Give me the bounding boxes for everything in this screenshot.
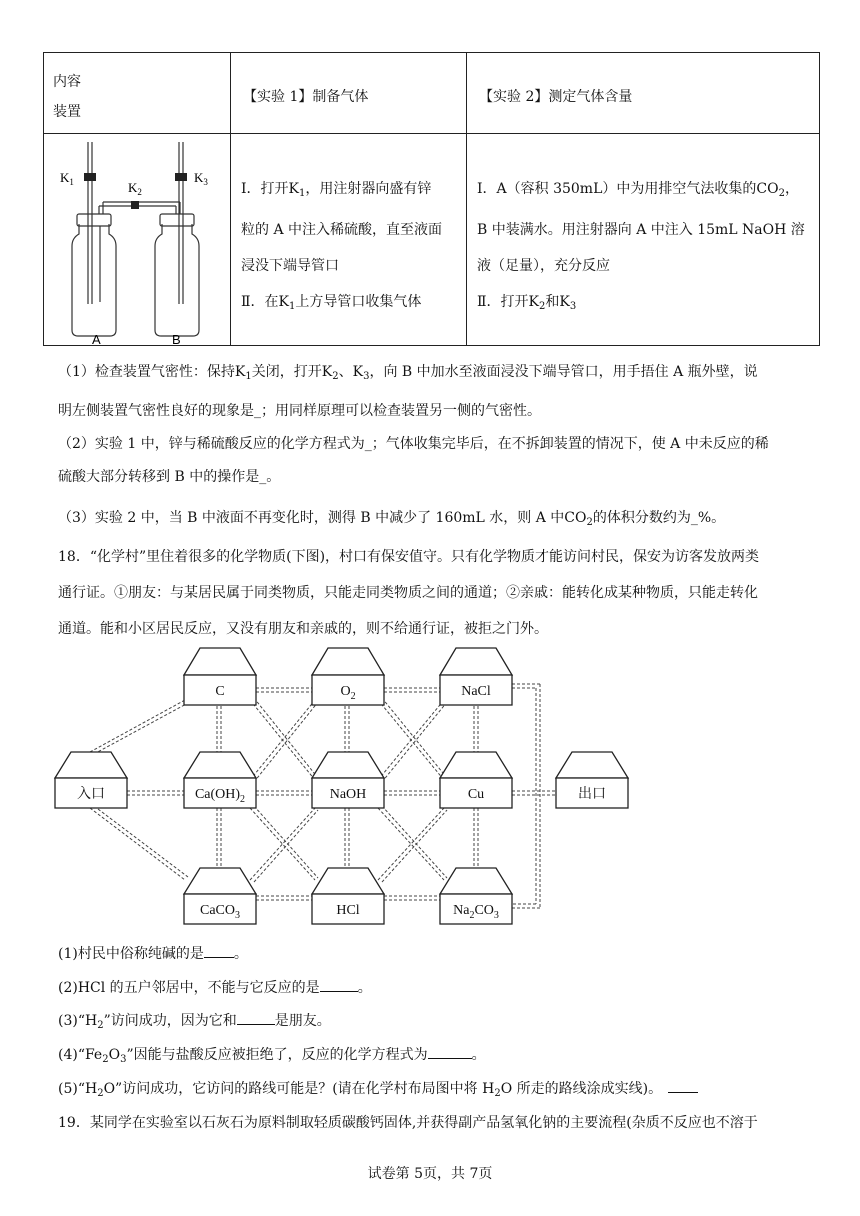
exp2-text-1b: ，	[784, 181, 799, 197]
header-exp1-label: 【实验 1】制备气体	[243, 89, 369, 105]
valve-k2	[131, 201, 139, 209]
q18-s2-text: (2)HCl 的五户邻居中，不能与它反应的是	[58, 980, 320, 996]
header-apparatus-label: 装置	[53, 104, 81, 120]
label-k1: $K_1$	[60, 170, 74, 187]
q18-intro-line1: 18．“化学村”里住着很多的化学物质(下图)，村口有保安值守。只有化学物质才能访问村民，保安为访客发放两类	[58, 549, 760, 565]
q18-sub1	[58, 943, 248, 963]
q18-sub3: $(3)“H_2$”访问成功，因为它和 是朋友。	[58, 1010, 331, 1031]
label-b: B	[172, 332, 181, 345]
experiment-table	[43, 52, 820, 346]
q18-s4d: 。	[471, 1047, 486, 1063]
q17-p3a: （3）实验 2 中，当 B 中液面不再变化时，测得 B 中减少了 160mL 水，则 A 中	[58, 510, 565, 526]
header-content-label: 内容	[53, 74, 81, 90]
q17-part2-line2: 硫酸大部分转移到 B 中的操作是_。	[58, 469, 281, 485]
q18-s5b: O”访问成功，它访问的路线可能是？(请在化学村布局图中将 H	[103, 1081, 495, 1097]
q17-p1c: 、	[338, 364, 353, 380]
exp2-text-1a: Ⅰ．A（容积 350mL）中为用排空气法收集的	[477, 181, 757, 197]
q18-s2-blank[interactable]	[320, 977, 358, 992]
q17-p1d: ，向 B 中加水至液面浸没下端导管口，用手捂住 A 瓶外壁，说	[369, 364, 758, 380]
q18-s1-text: (1)村民中俗称纯碱的是	[58, 946, 204, 962]
q18-s4c: ”因能与盐酸反应被拒绝了，反应的化学方程式为	[126, 1047, 428, 1063]
q18-sub2	[58, 977, 372, 997]
bottle-a	[72, 142, 180, 336]
exp1-text-4a: Ⅱ．在	[241, 294, 279, 310]
label-exit: 出口	[578, 787, 606, 802]
q17-part1-line1: （1）检查装置气密性：保持$K_1$关闭，打开$K_2$、$K_3$，向 B 中加水至液面浸没下端导管口，用手捂住 A 瓶外壁，说	[58, 364, 758, 382]
exp1-text-1a: Ⅰ．打开	[241, 181, 289, 197]
label-c: C	[215, 684, 225, 699]
exp2-line-1: Ⅰ．A（容积 350mL）中为用排空气法收集的$CO_2$，	[477, 181, 799, 199]
q18-s3-blank[interactable]	[237, 1010, 275, 1025]
exp1-text-1b: ，用注射器向盛有锌	[305, 181, 432, 197]
label-k3: $K_3$	[194, 170, 208, 187]
q18-s3c: 是朋友。	[274, 1013, 331, 1029]
exp1-cell	[231, 134, 467, 346]
table-header-row	[44, 53, 820, 134]
label-caco3: CaCO$_3$	[200, 903, 240, 921]
q17-p1b: 关闭，打开	[251, 364, 322, 380]
exp1-text-4b: 上方导管口收集气体	[295, 294, 422, 310]
valve-k1	[84, 173, 96, 181]
label-caoh2: $Ca(OH)_2$	[194, 787, 246, 805]
table-body-row	[44, 134, 820, 346]
exp2-line-3: 液（足量），充分反应	[477, 258, 610, 274]
label-o2: $O_2$	[340, 684, 356, 702]
bottle-b	[155, 142, 199, 336]
q17-part3: （3）实验 2 中，当 B 中液面不再变化时，测得 B 中减少了 160mL 水，则 A 中$CO_2$的体积分数约为_%。	[58, 510, 726, 528]
q18-s1-blank[interactable]	[204, 943, 234, 958]
q18-s5c: O 所走的路线涂成实线)。	[500, 1081, 663, 1097]
q18-intro-line3: 通道。能和小区居民反应，又没有朋友和亲戚的，则不给通行证，被拒之门外。	[58, 621, 548, 637]
label-na2co3: $Na_2CO_3$	[453, 903, 499, 921]
exp1-line-4: Ⅱ．在$K_1$上方导管口收集气体	[241, 294, 422, 312]
q18-s5a: (5)“H	[58, 1081, 98, 1097]
exp1-line-1: Ⅰ．打开$K_1$，用注射器向盛有锌	[241, 181, 432, 199]
header-cell-content	[44, 53, 231, 134]
q17-p1a: （1）检查装置气密性：保持	[58, 364, 235, 380]
q18-intro-line2: 通行证。①朋友：与某居民属于同类物质，只能走同类物质之间的通道；②亲戚：能转化成某种物质，只能走转化	[58, 585, 758, 601]
label-cu: Cu	[467, 787, 485, 802]
apparatus-cell	[44, 134, 231, 346]
label-hcl: HCl	[336, 903, 360, 918]
header-cell-exp2	[467, 53, 820, 134]
q18-s3a: (3)“H	[58, 1013, 98, 1029]
exp1-line-2: 粒的 A 中注入稀硫酸，直至液面	[241, 222, 443, 238]
q19-intro-line1: 19．某同学在实验室以石灰石为原料制取轻质碳酸钙固体,并获得副产品氢氧化钠的主要流程(杂质不反应也不溶于	[58, 1115, 758, 1131]
label-nacl: NaCl	[461, 684, 491, 699]
q18-s1-end: 。	[233, 946, 248, 962]
exp2-line-4: Ⅱ．打开$K_2$和$K_3$	[477, 294, 577, 312]
exp2-cell	[467, 134, 820, 346]
q18-sub5: $(5)“H_2O$”访问成功，它访问的路线可能是？(请在化学村布局图中将 $H_2O$ 所走的路线涂成实线)。	[58, 1078, 698, 1099]
q18-s4b: O	[108, 1047, 121, 1063]
exp2-text-4b: 和	[545, 294, 560, 310]
q17-part1-line2: 明左侧装置气密性良好的现象是_；用同样原理可以检查装置另一侧的气密性。	[58, 403, 541, 419]
q17-part2-line1: （2）实验 1 中，锌与稀硫酸反应的化学方程式为_；气体收集完毕后，在不拆卸装置的情况下，使 A 中未反应的稀	[58, 436, 769, 452]
valve-k3	[175, 173, 187, 181]
page-footer: 试卷第 5页，共 7页	[367, 1166, 493, 1182]
q18-sub4: $(4)“Fe_2O_3$”因能与盐酸反应被拒绝了，反应的化学方程式为 。	[58, 1044, 486, 1065]
q18-s4a: (4)“Fe	[58, 1047, 103, 1063]
q18-s4-blank[interactable]	[428, 1044, 472, 1059]
q17-p3b: 的体积分数约为_%。	[592, 510, 726, 526]
header-cell-exp1	[231, 53, 467, 134]
q18-s3b: ”访问成功，因为它和	[103, 1013, 237, 1029]
chemistry-village-diagram	[0, 640, 860, 930]
exp1-line-3: 浸没下端导管口	[241, 258, 339, 274]
exp2-text-4a: Ⅱ．打开	[477, 294, 529, 310]
q18-s2-end: 。	[357, 980, 372, 996]
header-exp2-label: 【实验 2】测定气体含量	[479, 89, 633, 105]
label-a: A	[92, 332, 101, 345]
label-k2: $K_2$	[128, 180, 142, 197]
label-entrance: 入口	[77, 787, 105, 802]
label-naoh: NaOH	[329, 787, 367, 802]
apparatus-diagram	[44, 134, 230, 345]
exp2-line-2: B 中装满水。用注射器向 A 中注入 15mL NaOH 溶	[477, 222, 805, 238]
q18-s5-blank[interactable]	[668, 1078, 698, 1093]
